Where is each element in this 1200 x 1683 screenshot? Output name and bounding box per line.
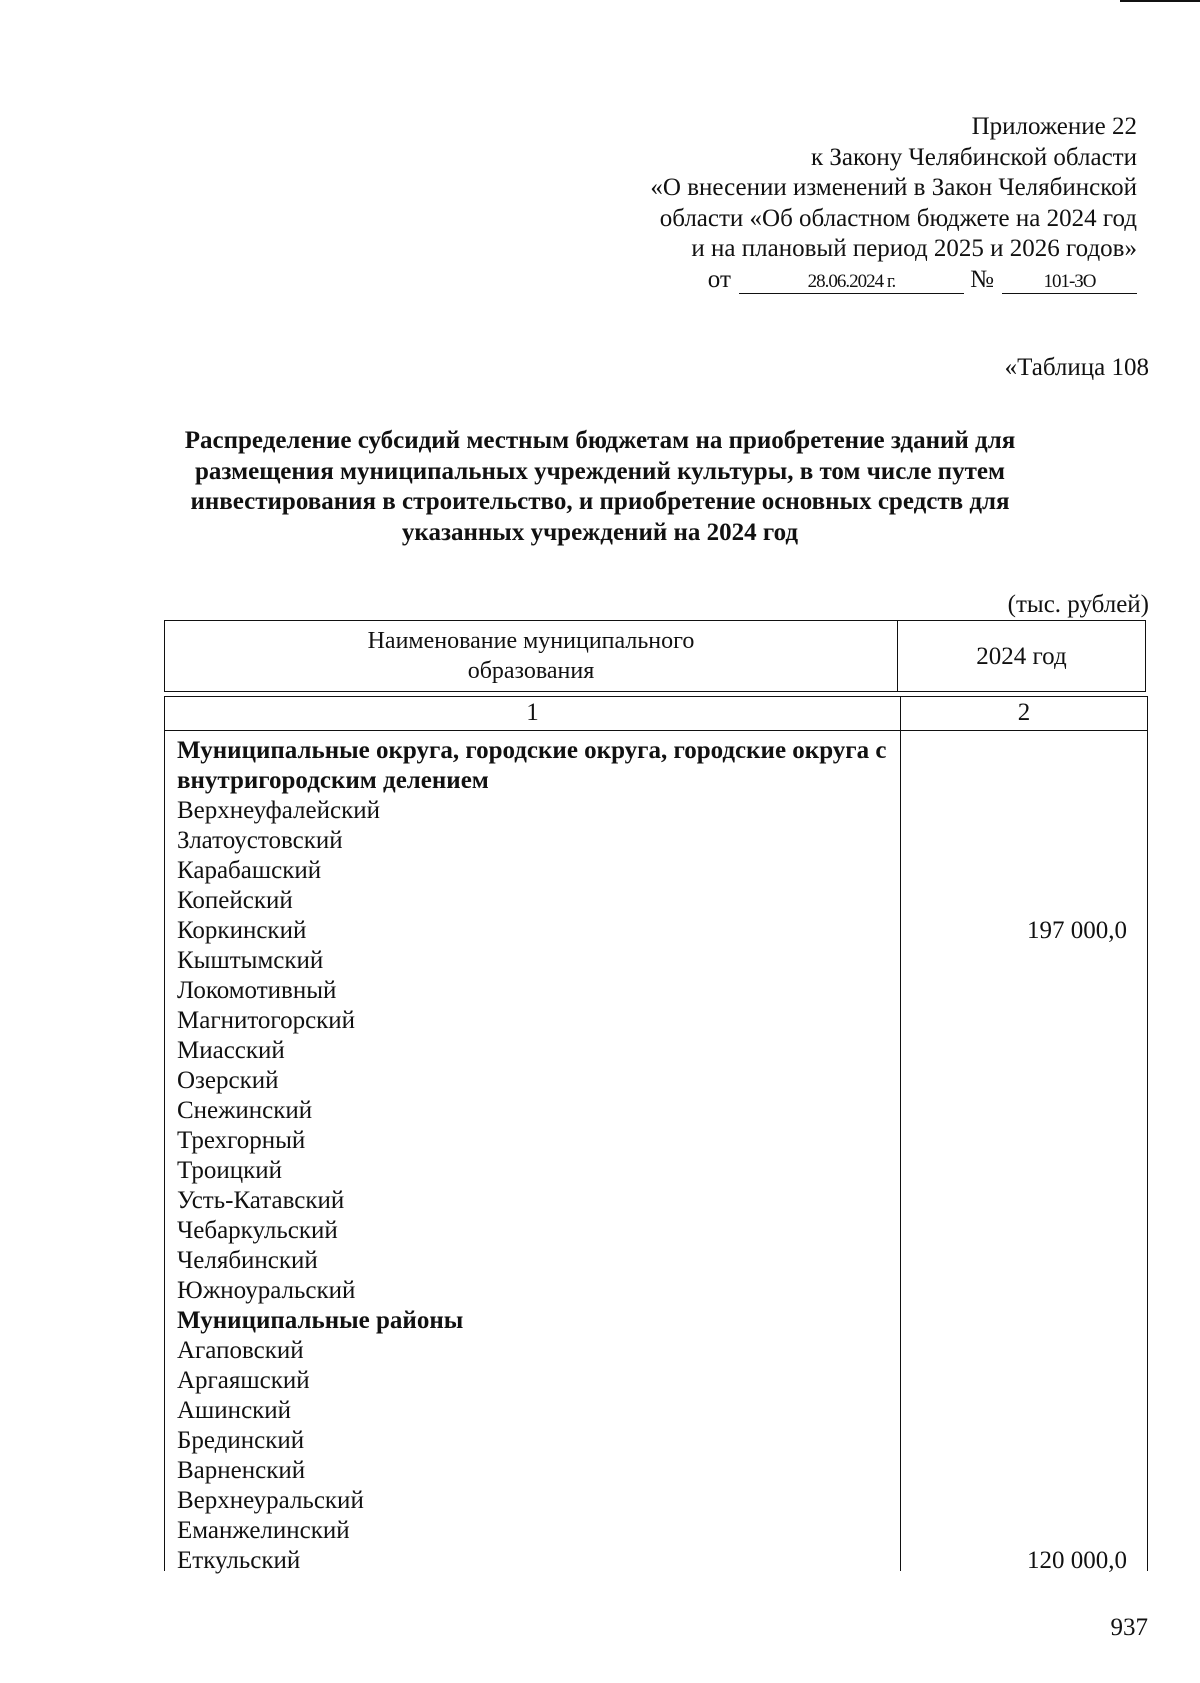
law-number: 101-ЗО	[1002, 271, 1137, 294]
table-row	[177, 1246, 1127, 1276]
table-row	[177, 976, 1127, 1006]
table-rows	[177, 736, 1127, 1576]
column-header-name-line: образования	[467, 658, 595, 684]
municipality-name: Усть-Катавский	[177, 1187, 345, 1214]
municipality-name: Южноуральский	[177, 1277, 356, 1304]
document-title: Распределение субсидий местным бюджетам на приобретение зданий для размещения муниципальных учреждений культуры, в том числе путем инвестирования в строительство, и приобретение основных средств для указанных учреждений на 2024 год	[184, 427, 1016, 546]
municipality-name: Снежинский	[177, 1097, 313, 1124]
municipality-name: Верхнеуральский	[177, 1487, 364, 1514]
column-header-name	[165, 621, 898, 691]
table-body	[164, 731, 1148, 1574]
table-row	[177, 916, 1127, 946]
column-number: 1	[165, 697, 901, 730]
table-row	[177, 796, 1127, 826]
subsidy-amount	[899, 1336, 1127, 1366]
law-date: 28.06.2024 г.	[739, 271, 964, 294]
municipality-name: Брединский	[177, 1427, 305, 1454]
municipality-name: Еманжелинский	[177, 1517, 350, 1544]
section-heading-text: Муниципальные округа, городские округа, городские округа с внутригородским делением	[177, 737, 887, 794]
table-caption: «Таблица 108	[1004, 354, 1149, 381]
table-section-heading	[177, 1306, 1127, 1336]
subsidy-amount	[899, 1276, 1127, 1306]
table-row	[177, 1216, 1127, 1246]
appendix-line: «О внесении изменений в Закон Челябинской	[650, 174, 1137, 201]
subsidy-amount	[899, 1516, 1127, 1546]
table-row	[177, 1186, 1127, 1216]
table-row	[177, 1426, 1127, 1456]
subsidy-amount	[899, 736, 1127, 796]
table-row	[177, 1156, 1127, 1186]
subsidy-amount	[899, 1366, 1127, 1396]
column-header-year: 2024 год	[976, 643, 1067, 670]
appendix-line: области «Об областном бюджете на 2024 год	[659, 204, 1137, 232]
municipality-name: Агаповский	[177, 1337, 304, 1364]
subsidy-amount: 197 000,0	[1027, 917, 1127, 944]
table-row	[177, 1096, 1127, 1126]
subsidy-amount: 120 000,0	[1027, 1547, 1127, 1574]
municipality-name: Златоустовский	[177, 827, 343, 854]
table-row	[177, 1486, 1127, 1516]
municipality-name: Коркинский	[177, 917, 307, 944]
table-row	[177, 886, 1127, 916]
column-number: 2	[1017, 699, 1031, 726]
subsidy-amount	[899, 1186, 1127, 1216]
subsidy-amount	[899, 1396, 1127, 1426]
table-row	[177, 1396, 1127, 1426]
municipality-name: Еткульский	[177, 1547, 301, 1574]
subsidy-amount	[899, 946, 1127, 976]
subsidy-amount	[899, 826, 1127, 856]
appendix-line: к Закону Челябинской области	[811, 143, 1137, 171]
column-numbers-row	[164, 696, 1148, 731]
municipality-name: Троицкий	[177, 1157, 282, 1184]
table-row	[177, 1126, 1127, 1156]
section-heading-text: Муниципальные районы	[177, 1307, 464, 1334]
table-row	[177, 1276, 1127, 1306]
number-sign: №	[970, 265, 994, 293]
municipality-name: Трехгорный	[177, 1127, 306, 1154]
scan-corner-mark	[1120, 0, 1200, 6]
table-row	[177, 1546, 1127, 1576]
subsidy-amount	[899, 1036, 1127, 1066]
date-prefix: от	[707, 265, 731, 293]
subsidy-amount	[899, 1066, 1127, 1096]
units-label: (тыс. рублей)	[1007, 591, 1149, 618]
municipality-name: Чебаркульский	[177, 1217, 338, 1244]
subsidy-amount	[899, 1006, 1127, 1036]
municipality-name: Аргаяшский	[177, 1367, 310, 1394]
column-header-name-line: Наименование муниципального	[367, 628, 695, 654]
subsidy-amount	[899, 886, 1127, 916]
municipality-name: Магнитогорский	[177, 1007, 356, 1034]
table-row	[177, 856, 1127, 886]
municipality-name: Копейский	[177, 887, 293, 914]
subsidy-amount	[899, 856, 1127, 886]
table-row	[177, 1036, 1127, 1066]
municipality-name: Челябинский	[177, 1247, 318, 1274]
subsidy-amount	[899, 1426, 1127, 1456]
subsidy-amount	[899, 1216, 1127, 1246]
table-row	[177, 826, 1127, 856]
municipality-name: Карабашский	[177, 857, 322, 884]
municipality-name: Миасский	[177, 1037, 285, 1064]
subsidy-amount	[899, 1126, 1127, 1156]
law-date-number-line	[577, 265, 1137, 296]
municipality-name: Озерский	[177, 1067, 279, 1094]
subsidy-amount	[899, 1246, 1127, 1276]
table-row	[177, 1516, 1127, 1546]
appendix-line: и на плановый период 2025 и 2026 годов»	[691, 235, 1137, 262]
municipality-name: Варненский	[177, 1457, 306, 1484]
municipality-name: Верхнеуфалейский	[177, 797, 380, 824]
table-row	[177, 1336, 1127, 1366]
table-row	[177, 946, 1127, 976]
appendix-line: Приложение 22	[971, 113, 1137, 140]
table-section-heading	[177, 736, 1127, 796]
subsidy-amount	[899, 1456, 1127, 1486]
subsidy-amount	[899, 976, 1127, 1006]
appendix-header	[577, 112, 1137, 295]
subsidy-amount	[899, 1096, 1127, 1126]
page-number: 937	[1110, 1614, 1148, 1641]
table-row	[177, 1006, 1127, 1036]
municipality-name: Ашинский	[177, 1397, 292, 1424]
subsidy-amount	[899, 1306, 1127, 1336]
subsidy-amount	[899, 796, 1127, 826]
table-row	[177, 1456, 1127, 1486]
table-row	[177, 1366, 1127, 1396]
municipality-name: Локомотивный	[177, 977, 337, 1004]
subsidy-amount	[899, 1156, 1127, 1186]
table-header	[164, 620, 1146, 692]
municipality-name: Кыштымский	[177, 947, 324, 974]
table-row	[177, 1066, 1127, 1096]
subsidy-amount	[899, 1486, 1127, 1516]
